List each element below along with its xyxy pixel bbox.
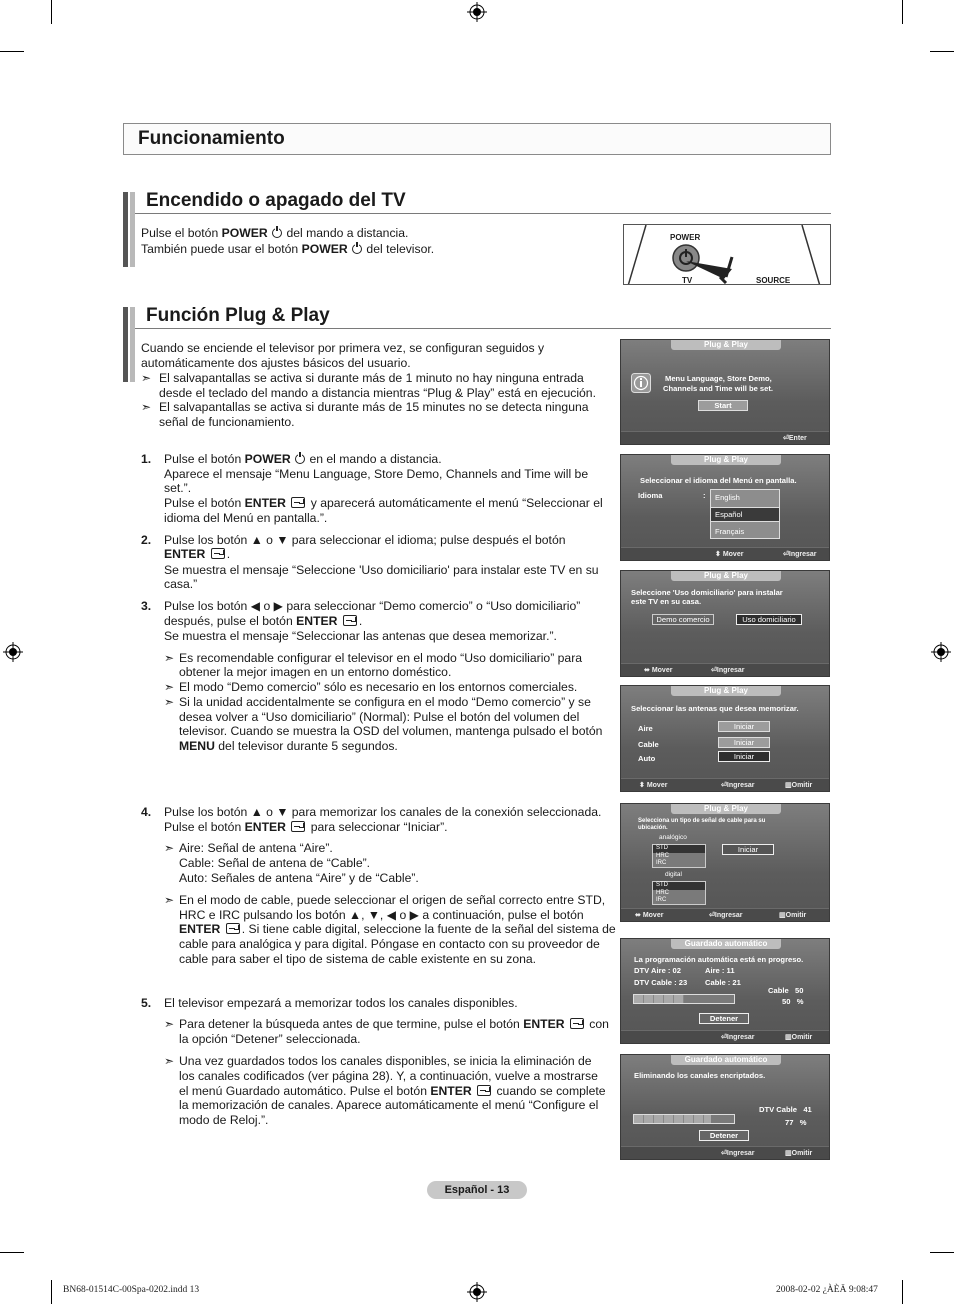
start-button[interactable]: Start <box>698 400 748 411</box>
note-line: cable para analógica y para digital. Póngase en contacto con su proveedor de <box>179 937 600 951</box>
registration-mark-icon <box>3 642 23 662</box>
note-line: obtener la mejor imagen en un entorno doméstico. <box>179 665 452 679</box>
enter-icon <box>291 497 305 508</box>
step-number: 3. <box>141 599 152 613</box>
note-arrow-icon: ➣ <box>164 695 175 709</box>
osd-title: Guardado automático <box>671 1055 781 1065</box>
digital-label: digital <box>665 871 682 878</box>
step-line: ENTER . <box>164 547 231 561</box>
power-icon <box>352 244 362 254</box>
enter-icon <box>211 548 225 559</box>
step-line: Aparece el mensaje “Menu Language, Store Demo, Channels and Time will be <box>164 467 589 481</box>
iniciar-button[interactable]: Iniciar <box>722 844 774 855</box>
step-line: El televisor empezará a memorizar todos los canales disponibles. <box>164 996 518 1010</box>
osd-title: Plug & Play <box>671 686 781 696</box>
note-line: El salvapantallas se activa si durante más de 1 minuto no hay ninguna entrada <box>159 371 584 385</box>
osd-message: Eliminando los canales encriptados. <box>634 1071 766 1080</box>
crop-mark <box>930 51 954 52</box>
detener-button[interactable]: Detener <box>699 1013 749 1024</box>
step-line: Pulse el botón ENTER para seleccionar “Iniciar”. <box>164 820 448 834</box>
osd-footer-enter: ⏎Ingresar <box>721 1034 755 1041</box>
osd-title: Plug & Play <box>671 340 781 350</box>
osd-title: Plug & Play <box>671 571 781 581</box>
cable-count: Cable : 21 <box>705 978 741 987</box>
note-line: Si la unidad accidentalmente se configura en el modo “Demo comercio” y se <box>179 695 591 709</box>
osd-footer-move: ⬍ Mover <box>715 551 744 558</box>
osd-message: Selecciona un tipo de señal de cable para su <box>638 818 766 824</box>
crop-mark <box>0 51 24 52</box>
crop-mark <box>0 1252 24 1253</box>
progress-percent: 50 % <box>782 997 804 1006</box>
step-number: 5. <box>141 996 152 1010</box>
osd-footer-skip: ▥Omitir <box>779 912 807 919</box>
step-line: idioma del Menú en pantalla.”. <box>164 511 328 525</box>
remote-power-label: POWER <box>670 233 701 242</box>
current-source: Cable 50 <box>768 986 804 995</box>
digital-option[interactable]: IRC <box>656 897 667 903</box>
osd-footer-move: ⬍ Mover <box>639 782 668 789</box>
step-line: Se muestra el mensaje “Seleccionar las antenas que desea memorizar.”. <box>164 629 557 643</box>
demo-comercio-option[interactable]: Demo comercio <box>652 614 714 625</box>
step-number: 4. <box>141 805 152 819</box>
note-arrow-icon: ➣ <box>164 841 175 855</box>
progress-bar <box>633 994 735 1004</box>
crop-mark <box>51 0 52 24</box>
language-colon: : <box>703 491 706 500</box>
registration-mark-icon <box>931 642 951 662</box>
analog-label: analógico <box>659 834 687 841</box>
enter-icon <box>570 1018 584 1029</box>
note-line: Aire: Señal de antena “Aire”. <box>179 841 333 855</box>
note-arrow-icon: ➣ <box>141 400 152 414</box>
step-line: Pulse los botón ▲ o ▼ para memorizar los canales de la conexión seleccionada. <box>164 805 602 819</box>
digital-options[interactable] <box>652 881 706 905</box>
note-line: señal de funcionamiento. <box>159 415 295 429</box>
uso-domiciliario-option[interactable]: Uso domiciliario <box>736 614 802 625</box>
note-line: el menú Guardado automático. Pulse el botón ENTER cuando se complete <box>179 1084 606 1098</box>
crop-mark <box>902 0 903 24</box>
analog-option-selected[interactable]: STD <box>653 845 705 853</box>
remote-tv-label: TV <box>682 276 693 285</box>
note-arrow-icon: ➣ <box>164 680 175 694</box>
note-arrow-icon: ➣ <box>164 893 175 907</box>
remote-source-label: SOURCE <box>756 276 791 285</box>
osd-title: Plug & Play <box>671 804 781 814</box>
note-line: Cable: Señal de antena de “Cable”. <box>179 856 371 870</box>
note-line: El salvapantallas se activa si durante más de 15 minutes no se detecta ninguna <box>159 400 589 414</box>
note-line: desea volver a “Uso domiciliario” (Normal): Pulse el botón del volumen del <box>179 710 580 724</box>
antenna-label: Auto <box>638 754 656 763</box>
iniciar-aire-button[interactable]: Iniciar <box>718 721 770 732</box>
note-line: Una vez guardados todos los canales disponibles, se inicia la eliminación de <box>179 1054 592 1068</box>
step-line: Pulse los botón ▲ o ▼ para seleccionar el idioma; pulse después el botón <box>164 533 566 547</box>
osd-footer-move: ⬌ Mover <box>644 667 673 674</box>
osd-screen-language <box>620 454 830 561</box>
note-line: HRC e IRC pulsando los botón ▲, ▼, ◀ o ▶ a continuación, pulse el botón <box>179 908 584 922</box>
progress-percent: 77 % <box>785 1118 807 1127</box>
note-line: Es recomendable configurar el televisor en el modo “Uso domiciliario” para <box>179 651 583 665</box>
osd-footer-enter: ⏎Ingresar <box>721 1150 755 1157</box>
osd-message: La programación automática está en progreso. <box>634 955 804 964</box>
print-date: 2008-02-02 ¿ÀÈÄ 9:08:47 <box>776 1285 878 1295</box>
antenna-label: Aire <box>638 724 653 733</box>
registration-mark-icon <box>467 1282 487 1302</box>
osd-message: Seleccionar las antenas que desea memorizar. <box>631 704 799 713</box>
analog-option[interactable]: HRC <box>656 853 669 859</box>
osd-message: ubicación. <box>638 825 668 831</box>
progress-fill <box>634 995 684 1003</box>
note-line: cable para saber el tipo de sistema de cable existente en su zona. <box>179 952 537 966</box>
dtv-cable-count: DTV Cable : 23 <box>634 978 688 987</box>
osd-footer-enter: ⏎Ingresar <box>709 912 743 919</box>
osd-screen-cable-type <box>620 803 830 922</box>
crop-mark <box>930 1252 954 1253</box>
step-line: Pulse el botón POWER en el mando a distancia. <box>164 452 442 466</box>
osd-screen-mode <box>620 570 830 677</box>
progress-bar <box>633 1114 735 1124</box>
step-line: después, pulse el botón ENTER . <box>164 614 363 628</box>
remote-drawing <box>624 225 831 285</box>
step-line: casa.” <box>164 577 198 591</box>
note-line: la opción “Detener” seleccionada. <box>179 1032 361 1046</box>
enter-icon <box>343 615 357 626</box>
enter-icon <box>477 1085 491 1096</box>
dtv-air-count: DTV Aire : 02 <box>634 966 681 975</box>
note-line: Para detener la búsqueda antes de que termine, pulse el botón ENTER con <box>179 1017 609 1031</box>
language-label: Idioma <box>638 491 663 500</box>
progress-fill <box>634 1115 711 1123</box>
info-icon <box>631 373 651 393</box>
osd-message: este TV en su casa. <box>631 597 702 606</box>
osd-footer-enter: ⏎Ingresar <box>711 667 745 674</box>
step-line: Se muestra el mensaje “Seleccione 'Uso domiciliario' para instalar este TV en su <box>164 563 599 577</box>
note-arrow-icon: ➣ <box>164 651 175 665</box>
crop-mark <box>51 1280 52 1304</box>
step-number: 1. <box>141 452 152 466</box>
note-line: modo de Reloj.”. <box>179 1113 269 1127</box>
osd-footer-skip: ▥Omitir <box>785 782 813 789</box>
osd-message: Seleccione 'Uso domiciliario' para instalar <box>631 588 783 597</box>
note-line: En el modo de cable, puede seleccionar el origen de señal correcto entre STD, <box>179 893 606 907</box>
enter-icon <box>291 821 305 832</box>
file-name: BN68-01514C-00Spa-0202.indd 13 <box>63 1285 200 1295</box>
language-option[interactable]: Français <box>715 527 745 536</box>
intro-line: Cuando se enciende el televisor por primera vez, se configuran seguidos y <box>141 341 545 355</box>
section-title: Encendido o apagado del TV <box>146 190 406 211</box>
language-list[interactable] <box>710 489 780 539</box>
antenna-label: Cable <box>638 740 659 749</box>
note-arrow-icon: ➣ <box>164 1054 175 1068</box>
osd-footer-skip: ▥Omitir <box>785 1034 813 1041</box>
osd-message: Seleccionar el idioma del Menú en pantalla. <box>640 476 797 485</box>
power-icon <box>272 228 282 238</box>
power-line-2: También puede usar el botón POWER del televisor. <box>141 242 435 256</box>
chapter-title: Funcionamiento <box>138 128 285 149</box>
analog-options[interactable] <box>652 844 706 868</box>
intro-line: automáticamente dos ajustes básicos del usuario. <box>141 356 411 370</box>
air-count: Aire : 11 <box>705 966 735 975</box>
power-line-1: Pulse el botón POWER del mando a distancia. <box>141 226 409 240</box>
osd-message: Channels and Time will be set. <box>663 384 773 393</box>
enter-icon <box>226 923 240 934</box>
digital-option-selected[interactable]: STD <box>653 882 705 890</box>
note-line: la memorización de canales. Aparece automáticamente el menú “Configure el <box>179 1098 599 1112</box>
step-number: 2. <box>141 533 152 547</box>
step-line: Pulse los botón ◀ o ▶ para seleccionar “Demo comercio” o “Uso domiciliario” <box>164 599 581 613</box>
language-option-selected[interactable]: Español <box>711 507 779 522</box>
osd-screen-remove-encrypted <box>620 1054 830 1160</box>
crop-mark <box>902 1280 903 1304</box>
remote-illustration <box>623 224 831 285</box>
language-option[interactable]: English <box>715 493 740 502</box>
osd-screen-plug-play-start <box>620 339 830 445</box>
note-line: El modo “Demo comercio” sólo es necesario en los entornos comerciales. <box>179 680 578 694</box>
iniciar-auto-button[interactable]: Iniciar <box>718 751 770 762</box>
note-arrow-icon: ➣ <box>141 371 152 385</box>
section-title: Función Plug & Play <box>146 305 330 326</box>
chapter-header <box>123 123 831 155</box>
osd-footer-enter: ⏎Ingresar <box>783 551 817 558</box>
registration-mark-icon <box>467 2 487 22</box>
osd-footer-skip: ▥Omitir <box>785 1150 813 1157</box>
note-line: Auto: Señales de antena “Aire” y de “Cable”. <box>179 871 419 885</box>
note-line: los canales codificados (ver página 28). Y, a continuación, vuelve a mostrarse <box>179 1069 598 1083</box>
detener-button[interactable]: Detener <box>699 1130 749 1141</box>
note-arrow-icon: ➣ <box>164 1017 175 1031</box>
step-line: Pulse el botón ENTER y aparecerá automáticamente el menú “Seleccionar el <box>164 496 603 510</box>
iniciar-cable-button[interactable]: Iniciar <box>718 737 770 748</box>
analog-option[interactable]: IRC <box>656 860 667 866</box>
osd-title: Plug & Play <box>671 455 781 465</box>
page-number: Español - 13 <box>427 1181 527 1199</box>
note-line: ENTER . Si tiene cable digital, seleccione la fuente de la señal del sistema de <box>179 922 616 936</box>
step-line: set.”. <box>164 481 192 495</box>
note-line: televisor. Cuando se muestra la OSD del volumen, mantenga pulsado el botón <box>179 724 603 738</box>
osd-screen-auto-store <box>620 938 830 1044</box>
osd-screen-antenna <box>620 685 830 792</box>
osd-title: Guardado automático <box>671 939 781 949</box>
power-icon <box>295 454 305 464</box>
dtv-cable-count: DTV Cable 41 <box>759 1105 812 1114</box>
digital-option[interactable]: HRC <box>656 890 669 896</box>
osd-message: Menu Language, Store Demo, <box>665 374 772 383</box>
osd-footer-enter: ⏎Ingresar <box>721 782 755 789</box>
osd-footer-move: ⬌ Mover <box>635 912 664 919</box>
osd-footer-enter: ⏎Enter <box>783 435 807 442</box>
note-line: desde el teclado del mando a distancia mientras “Plug & Play” está en ejecución. <box>159 386 596 400</box>
note-line: MENU del televisor durante 5 segundos. <box>179 739 398 753</box>
